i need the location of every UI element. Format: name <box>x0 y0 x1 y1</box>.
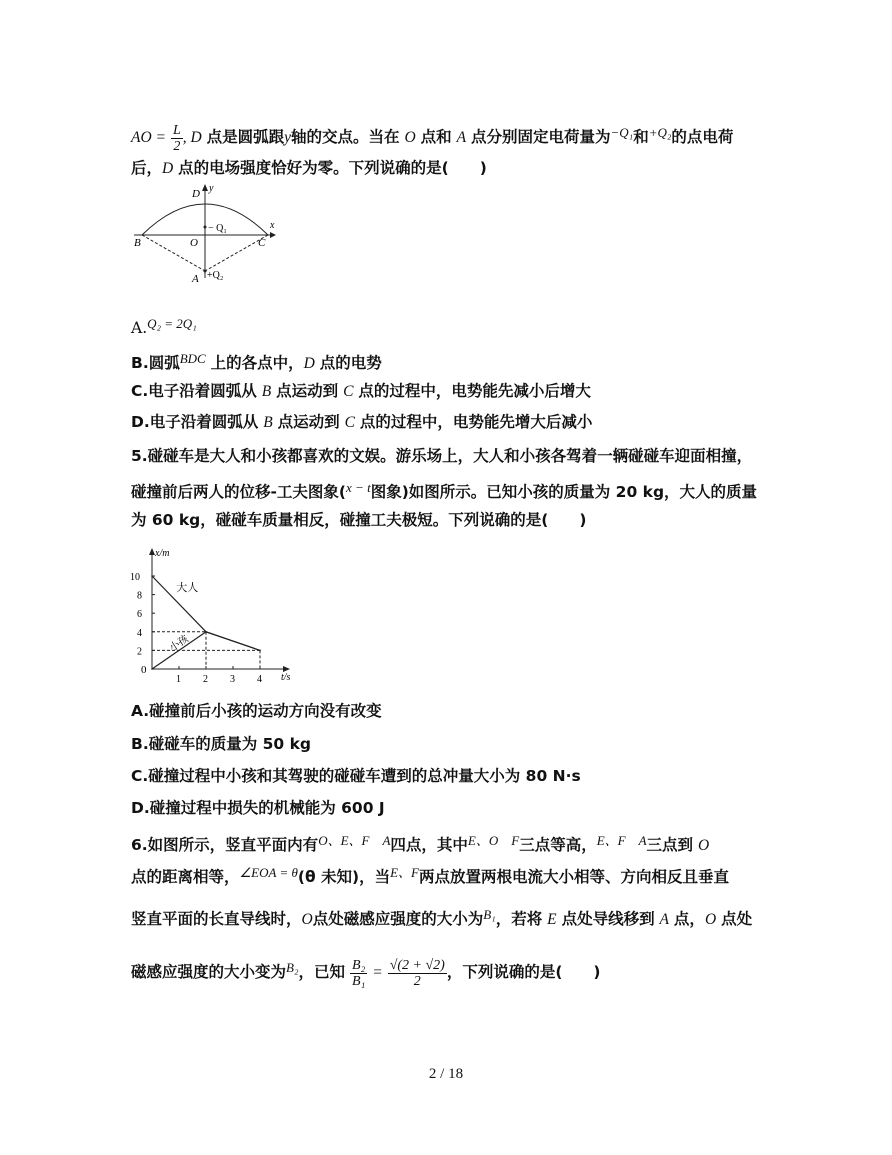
label-d: D <box>192 188 200 200</box>
fraction-l-over-2: $\frac{L}{2}$ <box>172 122 181 154</box>
fraction-b2-b1: $\frac{\text{B₂}}{\text{B₁}}$ <box>351 957 366 989</box>
q5-option-c: C.碰撞过程中小孩和其驾驶的碰碰车遭到的总冲量大小为 80 N·s <box>131 767 581 785</box>
xt-chart <box>128 545 298 685</box>
origin-label: 0 <box>141 664 147 676</box>
q5-option-b: B.碰碰车的质量为 50 kg <box>131 735 311 753</box>
series-1-point-1 <box>205 631 207 633</box>
y-axis-label: x/m <box>155 548 170 559</box>
formula-ao: AO = <box>131 129 166 146</box>
x-tick-label-1: 1 <box>176 674 181 685</box>
q5-option-a: A.碰撞前后小孩的运动方向没有改变 <box>131 702 382 720</box>
label-a: A <box>192 273 199 285</box>
x-tick-label-4: 4 <box>257 674 262 685</box>
q4-line-1: AO = $\frac{L}{2}$ , D 点是圆弧跟y轴的交点。当在 O 点和 A 点分别固定电荷量为$^{-Q_1}$和$^{+Q_2}$的点电荷 <box>131 122 734 154</box>
label-q2: +Q₂ <box>207 270 224 281</box>
y-tick-label-6: 6 <box>137 609 142 621</box>
series-0-point-0 <box>151 575 153 577</box>
q4-option-a: A.$^{Q_2 = 2Q_1}$ <box>131 316 197 337</box>
q6-line-3: 竖直平面的长直导线时，O点处磁感应强度的大小为$^{B_1}$，若将 E 点处导线移到 A 点，O 点处 <box>131 907 753 928</box>
q4-option-b: B.圆弧$^{BDC}$ 上的各点中，D 点的电势 <box>131 351 382 372</box>
label-x: x <box>270 220 275 231</box>
q4-option-c: C.电子沿着圆弧从 B 点运动到 C 点的过程中，电势能先减小后增大 <box>131 382 591 400</box>
q5-line-3: 为 60 kg，碰碰车质量相反，碰撞工夫极短。下列说确的是( ) <box>131 511 587 529</box>
label-o: O <box>190 237 198 249</box>
series-label-adult: 大人 <box>176 581 199 594</box>
y-tick-label-2: 2 <box>137 646 142 658</box>
y-tick-label-8: 8 <box>137 590 142 602</box>
q4-option-d: D.电子沿着圆弧从 B 点运动到 C 点的过程中，电势能先增大后减小 <box>131 413 593 431</box>
series-label-child: 小孩 <box>167 633 191 654</box>
q6-line-2: 点的距离相等，$^{\angle EOA = \theta}$(θ 未知)，当$^{E、F}$两点放置两根电流大小相等、方向相反且垂直 <box>131 865 729 886</box>
x-tick-label-3: 3 <box>230 674 235 685</box>
label-y: y <box>209 183 214 194</box>
page-number: 2 / 18 <box>428 1066 464 1082</box>
series-1-point-2 <box>259 650 261 652</box>
label-q1: − Q₁ <box>208 223 227 234</box>
q4-line-2: 后，D 点的电场强度恰好为零。下列说确的是( ) <box>131 159 487 177</box>
fraction-sqrt: $\frac{√(2 + √2)}{2}$ <box>389 957 445 989</box>
q5-line-1: 5.碰碰车是大人和小孩都喜欢的文娱。游乐场上，大人和小孩各驾着一辆碰碰车迎面相撞， <box>131 447 753 465</box>
x-tick-label-2: 2 <box>203 674 208 685</box>
q6-line-1: 6.如图所示，竖直平面内有$^{O、E、F A}$四点，其中$^{E、O F}$三点等高，$^{E、F A}$三点到 O <box>131 833 710 854</box>
q5-option-d: D.碰撞过程中损失的机械能为 600 J <box>131 799 385 817</box>
y-tick-label-4: 4 <box>137 627 142 639</box>
q6-line-4: 磁感应强度的大小变为$^{B_2}$，已知 $\frac{\text{B₂}}{\text{B₁}}$ = $\frac{√(2 + √2)}{2}$ ，下列说确的是( ) <box>131 957 601 989</box>
label-c: C <box>258 237 266 249</box>
x-axis-label: t/s <box>281 672 291 683</box>
y-tick-label-10: 10 <box>130 572 140 583</box>
label-b: B <box>134 237 141 249</box>
q4-arc-figure <box>128 183 288 288</box>
q5-line-2: 碰撞前后两人的位移-工夫图象($^{x - t}$图象)如图所示。已知小孩的质量为 20 kg，大人的质量 <box>131 480 758 501</box>
series-1-point-0 <box>151 668 153 670</box>
